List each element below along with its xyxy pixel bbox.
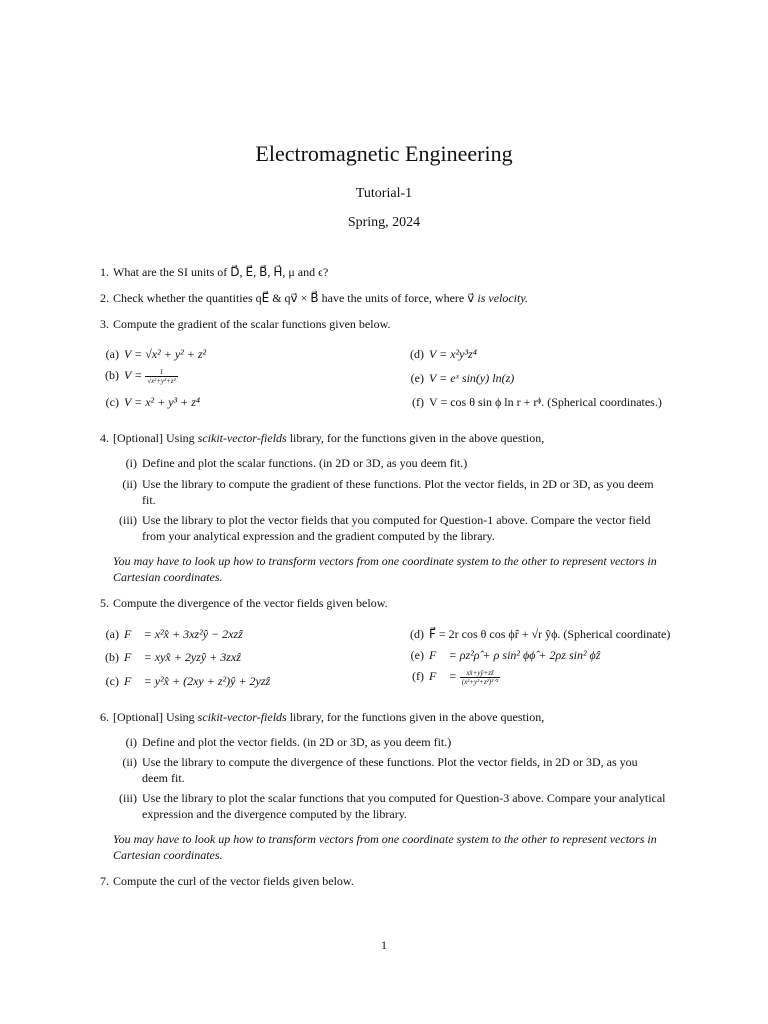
q6-note-line2: Cartesian coordinates. <box>113 848 223 862</box>
document-semester: Spring, 2024 <box>347 215 421 230</box>
q4-note-line1: You may have to look up how to transform vectors from one coordinate system to the other to represent vectors in <box>113 554 657 568</box>
q3b-fraction: $\frac{1}{\text{√x²+y²+z²}}$ <box>147 367 176 385</box>
document-subtitle: Tutorial-1 <box>355 186 413 201</box>
library-name: scikit-vector-fields <box>197 431 287 445</box>
document-title: Electromagnetic Engineering <box>255 141 513 166</box>
library-name: scikit-vector-fields <box>197 710 287 724</box>
page-number: 1 <box>381 938 387 952</box>
q6-note-line1: You may have to look up how to transform vectors from one coordinate system to the other to represent vectors in <box>113 832 657 846</box>
q5f-fraction: $\frac{\text{xx̂+yŷ+zẑ}}{\text{(x²+y²+z²)³ᐟ²}}$ <box>461 668 499 686</box>
question-2-italic: is velocity. <box>477 291 529 305</box>
document-page: Electromagnetic Engineering Tutorial-1 Spring, 2024 1. What are the SI units of D⃗, E⃗, B⃗, H⃗, μ and ϵ? 2. Check whether the quantities qE⃗ & qv⃗ × B⃗ have the units of force, where v⃗ is velocity. 3. Compute the gradient of the scalar functions given below. (a) V = √x² + y² + z² (b) V = $\frac{1}{\text{√x²+y²+z²}}$ (c) V = x² + y³ + z⁴ (d) V = x²y³z⁴ (e) V = eˣ sin(y) ln(z) (f) V = cos θ sin ϕ ln r + rᶲ. (Spherical coordinates.) 4. [Optional] Using scikit-vector-fields library, for the functions given in the above question, (i) Define and plot the scalar functions. (in 2D or 3D, as you deem fit.) (ii) Use the library to compute the gradient of these functions. Plot the vector fields, in 2D or 3D, as you deem fit. (iii) Use the library to plot the vector fields that you computed for Question-1 above. Compare the vector field from your analytical expression and the gradient computed by the library. You may have to look up how to transform vectors from one coordinate system to the other to represent vectors in Cartesian coordinates. 5. Compute the divergence of the vector fields given below. (a) F⃗ = x²x̂ + 3xz²ŷ − 2xzẑ (b) F⃗ = xyx̂ + 2yzŷ + 3zxẑ (c) F⃗ = y²x̂ + (2xy + z²)ŷ + 2yzẑ (d) F⃗ = 2r cos θ cos ϕr̂ + √r ŷϕ. (Spherical coordinate) (e) F⃗ = ρz²ρ̂ + ρ sin² ϕϕ̂ + 2ρz sin² ϕẑ (f) F⃗ = $\frac{\text{xx̂+yŷ+zẑ}}{\text{(x²+y²+z²)³ᐟ²}}$ 6. [Optional] Using scikit-vector-fields library, for the functions given in the above question, (i) Define and plot the vector fields. (in 2D or 3D, as you deem fit.) (ii) Use the library to compute the divergence of these functions. Plot the vector fields, in 2D or 3D, as you deem fit. (iii) Use the library to plot the scalar functions that you computed for Question-3 above. Compare your analytical expression and the divergence computed by the library. You may have to look up how to transform vectors from one coordinate system to the other to represent vectors in Cartesian coordinates. 7. Compute the curl of the vector fields given below. 1 <box>0 0 768 1024</box>
q4-note-line2: Cartesian coordinates. <box>113 570 223 584</box>
question-2-text: Check whether the quantities qE⃗ & qv⃗ × B⃗ have the units of force, where v⃗ <box>113 291 478 305</box>
